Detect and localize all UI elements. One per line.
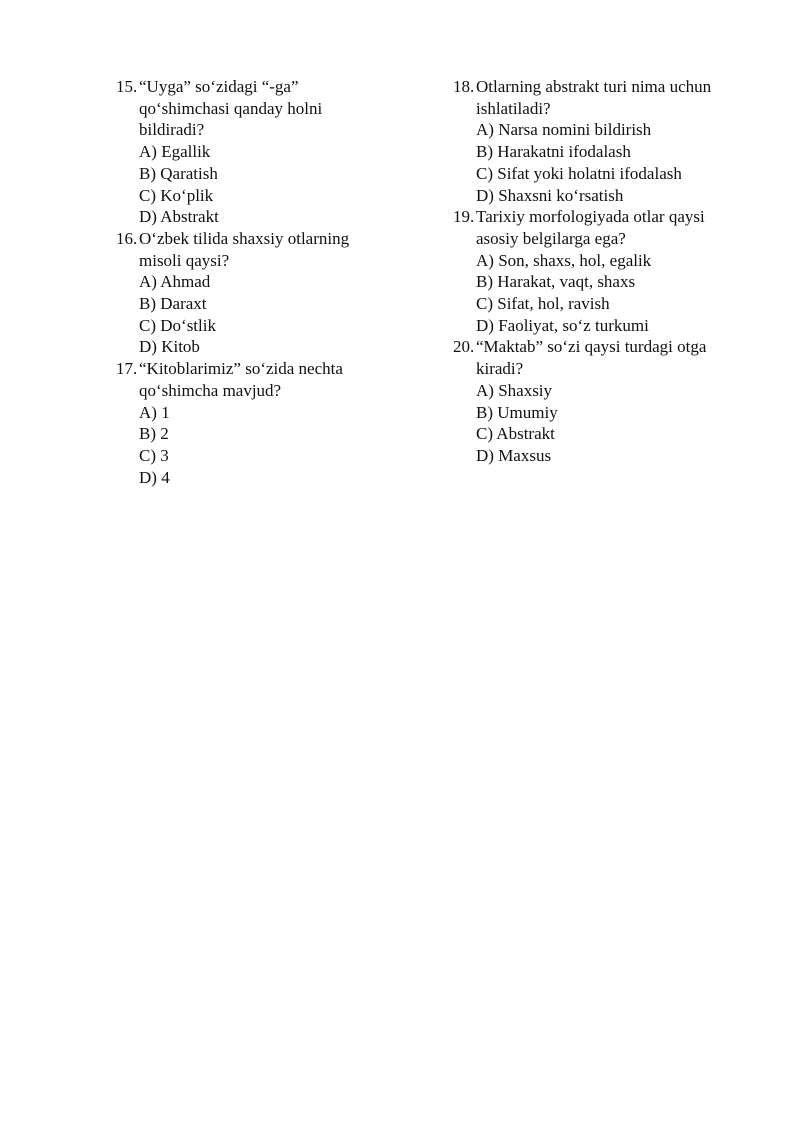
question-number: 20. [453, 337, 475, 357]
option-d: D) Kitob [139, 337, 200, 357]
option-a: A) Egallik [139, 142, 211, 162]
question-15 [116, 76, 416, 228]
option-b: B) Qaratish [139, 163, 218, 183]
option-c: C) Ko‘plik [139, 185, 214, 205]
option-c: C) Do‘stlik [139, 315, 216, 335]
question-19 [453, 206, 773, 336]
option-d: D) Faoliyat, so‘z turkumi [476, 315, 649, 335]
option-c: C) Sifat yoki holatni ifodalash [476, 163, 682, 183]
option-b: B) Umumiy [476, 402, 558, 422]
option-c: C) Sifat, hol, ravish [476, 294, 610, 314]
option-d: D) Shaxsni ko‘rsatish [476, 185, 624, 205]
option-a: A) Shaxsiy [476, 380, 553, 400]
option-c: C) 3 [139, 445, 169, 465]
question-number: 17. [116, 359, 138, 379]
question-text: “Uyga” so‘zidagi “-ga” qo‘shimchasi qanday holni bildiradi? [139, 77, 323, 140]
question-text: Tarixiy morfologiyada otlar qaysi asosiy belgilarga ega? [476, 207, 705, 248]
option-a: A) Narsa nomini bildirish [476, 120, 652, 140]
question-text: O‘zbek tilida shaxsiy otlarning misoli qaysi? [139, 228, 350, 270]
question-text: Otlarning abstrakt turi nima uchun ishlatiladi? [476, 77, 712, 118]
option-a: A) Son, shaxs, hol, egalik [476, 250, 652, 270]
question-17 [116, 358, 416, 488]
question-16 [116, 228, 416, 358]
option-a: A) 1 [139, 402, 170, 422]
question-number: 15. [116, 77, 138, 96]
option-a: A) Ahmad [139, 272, 211, 292]
question-text: “Kitoblarimiz” so‘zida nechta qo‘shimcha mavjud? [139, 359, 343, 400]
question-number: 16. [116, 228, 138, 248]
option-d: D) Abstrakt [139, 207, 219, 227]
option-b: B) 2 [139, 424, 169, 444]
question-number: 18. [453, 77, 475, 96]
option-d: D) Maxsus [476, 445, 552, 465]
option-b: B) Daraxt [139, 294, 207, 314]
question-20 [453, 336, 773, 466]
question-text: “Maktab” so‘zi qaysi turdagi otga kiradi? [476, 337, 707, 379]
right-column [453, 76, 773, 467]
question-18 [453, 76, 773, 206]
option-c: C) Abstrakt [476, 424, 555, 444]
option-b: B) Harakat, vaqt, shaxs [476, 272, 636, 292]
left-column [116, 76, 416, 488]
option-b: B) Harakatni ifodalash [476, 142, 631, 162]
question-number: 19. [453, 207, 475, 227]
option-d: D) 4 [139, 467, 170, 487]
